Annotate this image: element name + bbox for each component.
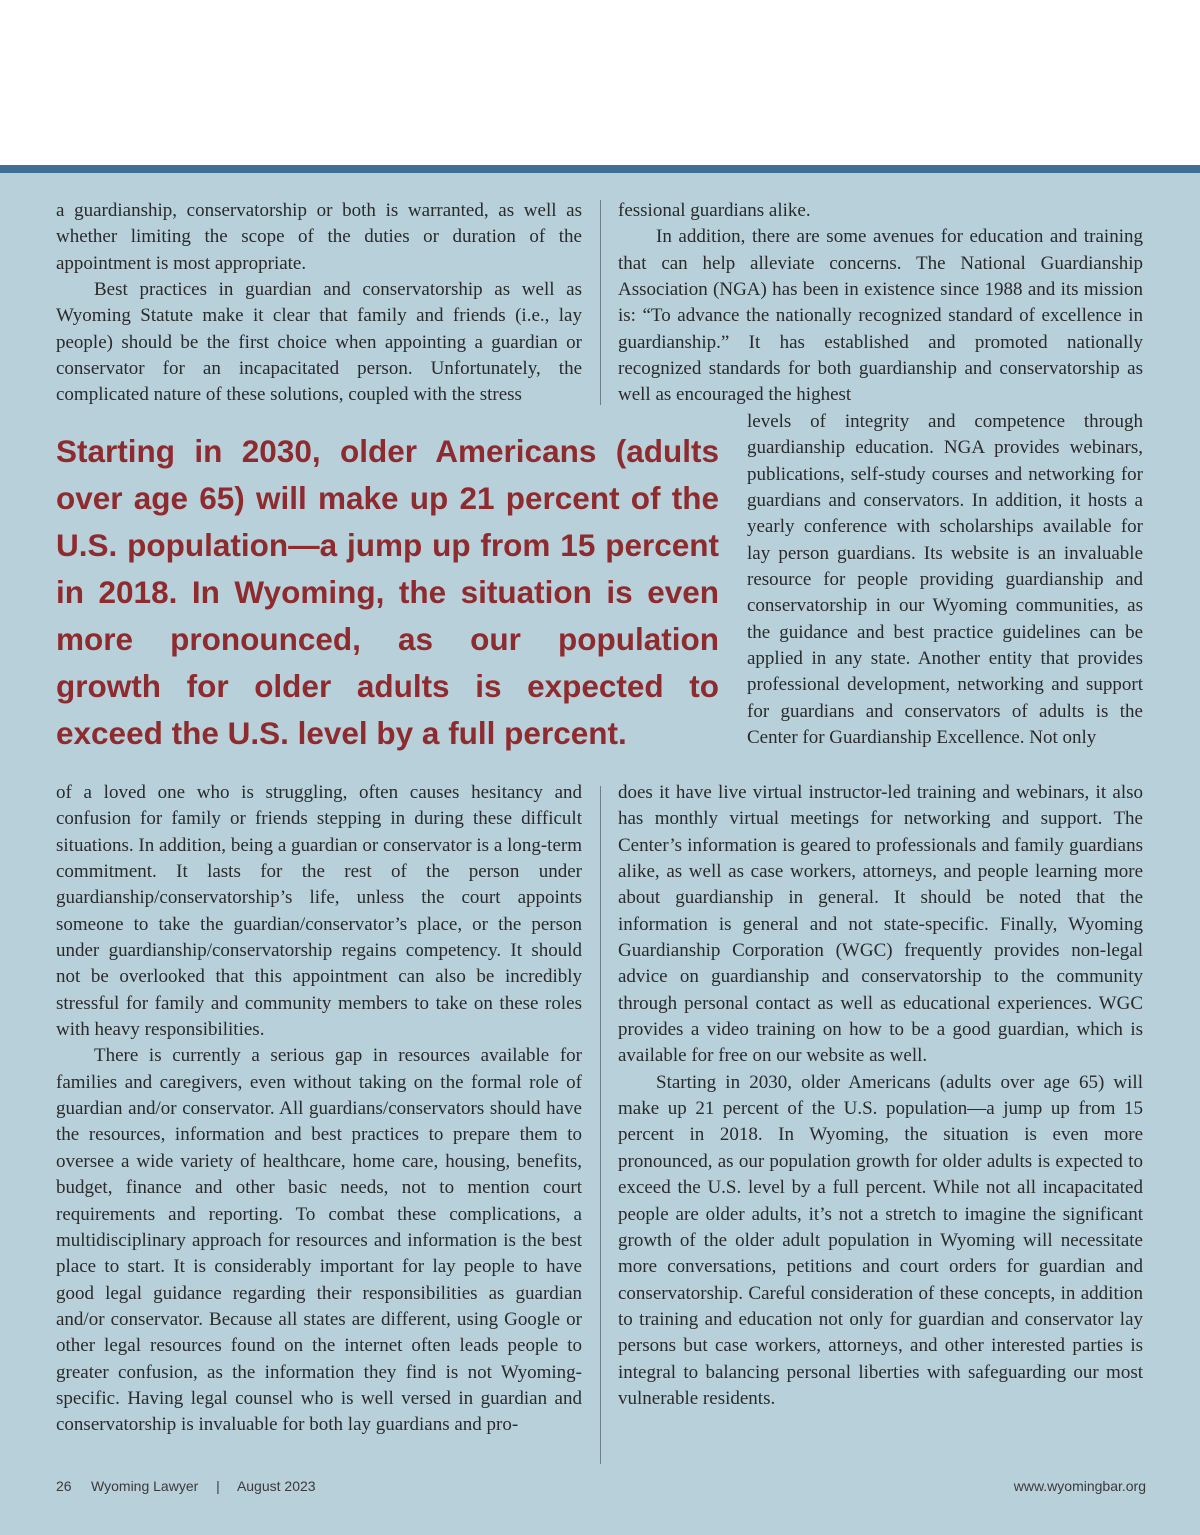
left-column-bottom	[56, 780, 582, 1439]
left-column-top	[56, 198, 582, 409]
paragraph: In addition, there are some avenues for education and training that can help alleviate concerns. The National Guardianship Association (NGA) has been in existence since 1988 and its mission is: “To advance the nationally recognized standard of excellence in guardianship.” It has established and promoted nationally recognized standards for both guardianship and conservatorship as well as encouraged the highest	[618, 226, 1143, 406]
paragraph: Starting in 2030, older Americans (adults over age 65) will make up 21 percent of the U.S. population—a jump up from 15 percent in 2018. In Wyoming, the situation is even more pronounced, as our population growth for older adults is expected to exceed the U.S. level by a full percent. While not all incapacitated people are older adults, it’s not a stretch to imagine the significant growth of the older adult population in Wyoming will necessitate more conversations, petitions and court orders for guardian and conservatorship. Careful consideration of these concepts, in addition to training and education not only for guardian and conservator lay persons but case workers, attorneys, and other interested parties is integral to balancing personal liberties with safeguarding our most vulnerable residents.	[618, 1071, 1143, 1409]
paragraph: does it have live virtual instructor-led training and webinars, it also has monthly virtual meetings for networking and support. The Center’s information is geared to professionals and family guardians alike, as well as case workers, attorneys, and people learning more about guardianship in general. It should be noted that the information is general and not state-specific. Finally, Wyoming Guardianship Corporation (WGC) frequently provides non-legal advice on guardianship and conservatorship to the community through personal contact as well as educational experiences. WGC provides a video training on how to be a good guardian, which is available for free on our website as well.	[618, 782, 1143, 1067]
header-rule	[0, 165, 1200, 173]
website-url: www.wyomingbar.org	[1013, 1478, 1146, 1494]
paragraph: of a loved one who is struggling, often causes hesitancy and confusion for family or friends stepping in during these difficult situations. In addition, being a guardian or conservator is a long-term commitment. It lasts for the rest of the person under guardianship/conservatorship’s life, unless the court appoints someone to take the guardian/conservator’s place, or the person under guardianship/conservatorship regains competency. It should not be overlooked that this appointment can also be incredibly stressful for family and community members to take on these roles with heavy responsibilities.	[56, 782, 582, 1041]
column-divider-bottom	[600, 786, 601, 1464]
paragraph: a guardianship, conservatorship or both is warranted, as well as whether limiting the scope of the duties or duration of the appointment is most appropriate.	[56, 200, 582, 274]
paragraph: fessional guardians alike.	[618, 200, 811, 221]
pull-quote: Starting in 2030, older Americans (adults over age 65) will make up 21 percent of the U.S. population—a jump up from 15 percent in 2018. In Wyoming, the situation is even more pronounced, as our population growth for older adults is expected to exceed the U.S. level by a full percent.	[56, 433, 719, 751]
footer-left	[56, 1478, 316, 1494]
right-column-top	[618, 198, 1143, 409]
right-column-bottom	[618, 780, 1143, 1412]
right-column-wrap	[747, 409, 1143, 751]
page-header-blank	[0, 0, 1200, 165]
paragraph: There is currently a serious gap in resources available for families and caregivers, even without taking on the formal role of guardian and/or conservator. All guardians/conservators should have the resources, information and best practices to prepare them to oversee a wide variety of healthcare, home care, housing, benefits, budget, finance and other basic needs, not to mention court requirements and reporting. To combat these complications, a multidisciplinary approach for resources and information is the best place to start. It is considerably important for lay people to have good legal guidance regarding their responsibilities as guardian and/or conservator. Because all states are different, using Google or other legal resources found on the internet often leads people to greater confusion, as the information they find is not Wyoming-specific. Having legal counsel who is well versed in guardian and conservatorship is invaluable for both lay guardians and pro-	[56, 1045, 582, 1436]
page-number: 26	[56, 1478, 72, 1494]
publication-name: Wyoming Lawyer	[91, 1478, 199, 1494]
column-divider-top	[600, 200, 601, 405]
paragraph: levels of integrity and competence through guardianship education. NGA provides webinars, publications, self-study courses and networking for guardians and conservators. In addition, it hosts a yearly conference with scholarships available for lay person guardians. Its website is an invaluable resource for people providing guardianship and conservatorship in our Wyoming communities, as the guidance and best practice guidelines can be applied in any state. Another entity that provides professional development, networking and support for guardians and conservators of adults is the Center for Guardianship Excellence. Not only	[747, 411, 1143, 749]
paragraph: Best practices in guardian and conservatorship as well as Wyoming Statute make it clear that family and friends (i.e., lay people) should be the first choice when appointing a guardian or conservator for an incapacitated person. Unfortunately, the complicated nature of these solutions, coupled with the stress	[56, 279, 582, 406]
footer-separator: |	[216, 1478, 220, 1494]
issue-date: August 2023	[236, 1478, 316, 1494]
page-footer	[56, 1478, 1146, 1498]
